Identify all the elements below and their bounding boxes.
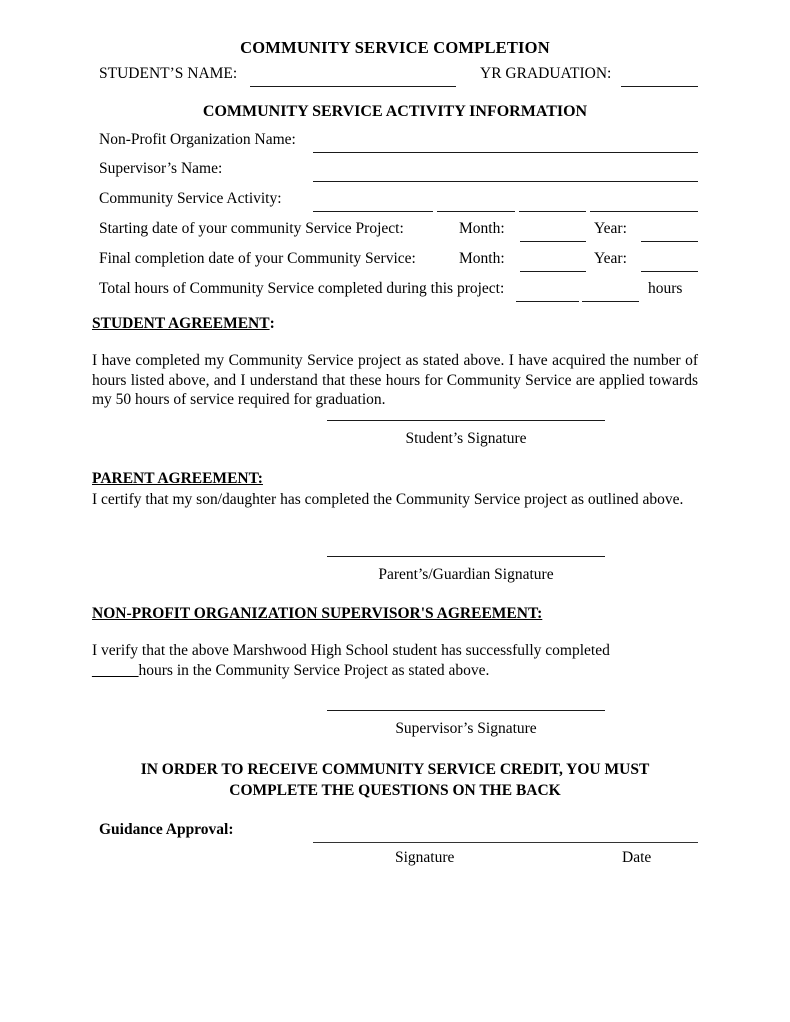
supervisor-agreement-line2-wrap — [92, 661, 698, 681]
student-agreement-paragraph: I have completed my Community Service project as stated above. I have acquired the number of hours listed above, and I understand that these hours for Community Service are applied towards my 50 hours of service required for graduation. — [92, 352, 698, 408]
supervisor-signature-caption: Supervisor’s Signature — [395, 720, 537, 737]
hours-unit-label: hours — [648, 280, 683, 297]
parent-agreement-paragraph: I certify that my son/daughter has completed the Community Service project as outlined above. — [92, 491, 684, 508]
org-name-label: Non-Profit Organization Name: — [99, 131, 296, 148]
student-agreement-heading — [92, 315, 275, 333]
student-agreement-heading-text: STUDENT AGREEMENT — [92, 315, 270, 332]
guidance-signature-caption: Signature — [395, 849, 455, 866]
supervisor-agreement-line2: hours in the Community Service Project as stated above. — [138, 661, 490, 679]
total-hours-label: Total hours of Community Service completed during this project: — [99, 280, 505, 297]
start-date-year-label: Year: — [594, 220, 627, 237]
start-date-month-blank[interactable] — [520, 241, 586, 242]
activity-row — [99, 190, 698, 208]
total-hours-blank-seg2[interactable] — [582, 301, 639, 302]
activity-blank-seg1[interactable] — [313, 211, 433, 212]
page-title — [0, 18, 790, 58]
student-agreement-heading-colon: : — [269, 315, 275, 332]
supervisor-name-blank[interactable] — [313, 181, 698, 182]
final-date-label: Final completion date of your Community Service: — [99, 250, 416, 267]
guidance-date-caption: Date — [622, 849, 652, 866]
supervisor-agreement-paragraph — [92, 641, 698, 680]
activity-blank-seg4[interactable] — [590, 211, 698, 212]
guidance-approval-label: Guidance Approval: — [99, 821, 234, 838]
org-name-row — [99, 131, 698, 149]
parent-agreement-heading — [92, 470, 263, 488]
supervisor-agreement-line1: I verify that the above Marshwood High School student has successfully completed — [92, 642, 610, 659]
yr-graduation-label: YR GRADUATION: — [480, 65, 612, 82]
supervisor-name-label: Supervisor’s Name: — [99, 160, 223, 177]
parent-signature-caption: Parent’s/Guardian Signature — [378, 566, 554, 583]
start-date-label: Starting date of your community Service Project: — [99, 220, 404, 237]
final-date-year-blank[interactable] — [641, 271, 698, 272]
start-date-year-blank[interactable] — [641, 241, 698, 242]
document-title-text: COMMUNITY SERVICE COMPLETION — [240, 38, 550, 57]
yr-graduation-blank[interactable] — [621, 86, 698, 87]
final-date-year-label: Year: — [594, 250, 627, 267]
total-hours-blank-seg1[interactable] — [516, 301, 579, 302]
final-date-month-label: Month: — [459, 250, 505, 267]
start-date-month-label: Month: — [459, 220, 505, 237]
activity-section-title-text: COMMUNITY SERVICE ACTIVITY INFORMATION — [202, 103, 588, 120]
final-date-month-blank[interactable] — [520, 271, 586, 272]
total-hours-row — [99, 280, 698, 298]
student-name-label: STUDENT’S NAME: — [99, 65, 238, 82]
activity-section-title — [0, 103, 790, 121]
org-name-blank[interactable] — [313, 152, 698, 153]
parent-agreement-heading-text: PARENT AGREEMENT: — [92, 470, 263, 487]
credit-notice — [92, 759, 698, 801]
credit-notice-line2: COMPLETE THE QUESTIONS ON THE BACK — [229, 782, 561, 799]
activity-blank-seg2[interactable] — [437, 211, 515, 212]
supervisor-agreement-heading-text: NON-PROFIT ORGANIZATION SUPERVISOR'S AGREEMENT: — [92, 605, 543, 622]
activity-label: Community Service Activity: — [99, 190, 282, 207]
supervisor-signature-line[interactable] — [327, 710, 605, 711]
supervisor-name-row — [99, 160, 698, 178]
guidance-approval-line[interactable] — [313, 842, 698, 843]
student-name-blank[interactable] — [250, 86, 456, 87]
supervisor-agreement-heading — [92, 605, 542, 623]
parent-signature-line[interactable] — [327, 556, 605, 557]
supervisor-hours-blank[interactable]: ______ — [92, 661, 139, 679]
activity-blank-seg3[interactable] — [519, 211, 586, 212]
credit-notice-line1: IN ORDER TO RECEIVE COMMUNITY SERVICE CREDIT, YOU MUST — [140, 761, 650, 778]
student-signature-caption: Student’s Signature — [405, 430, 527, 447]
student-signature-line[interactable] — [327, 420, 605, 421]
